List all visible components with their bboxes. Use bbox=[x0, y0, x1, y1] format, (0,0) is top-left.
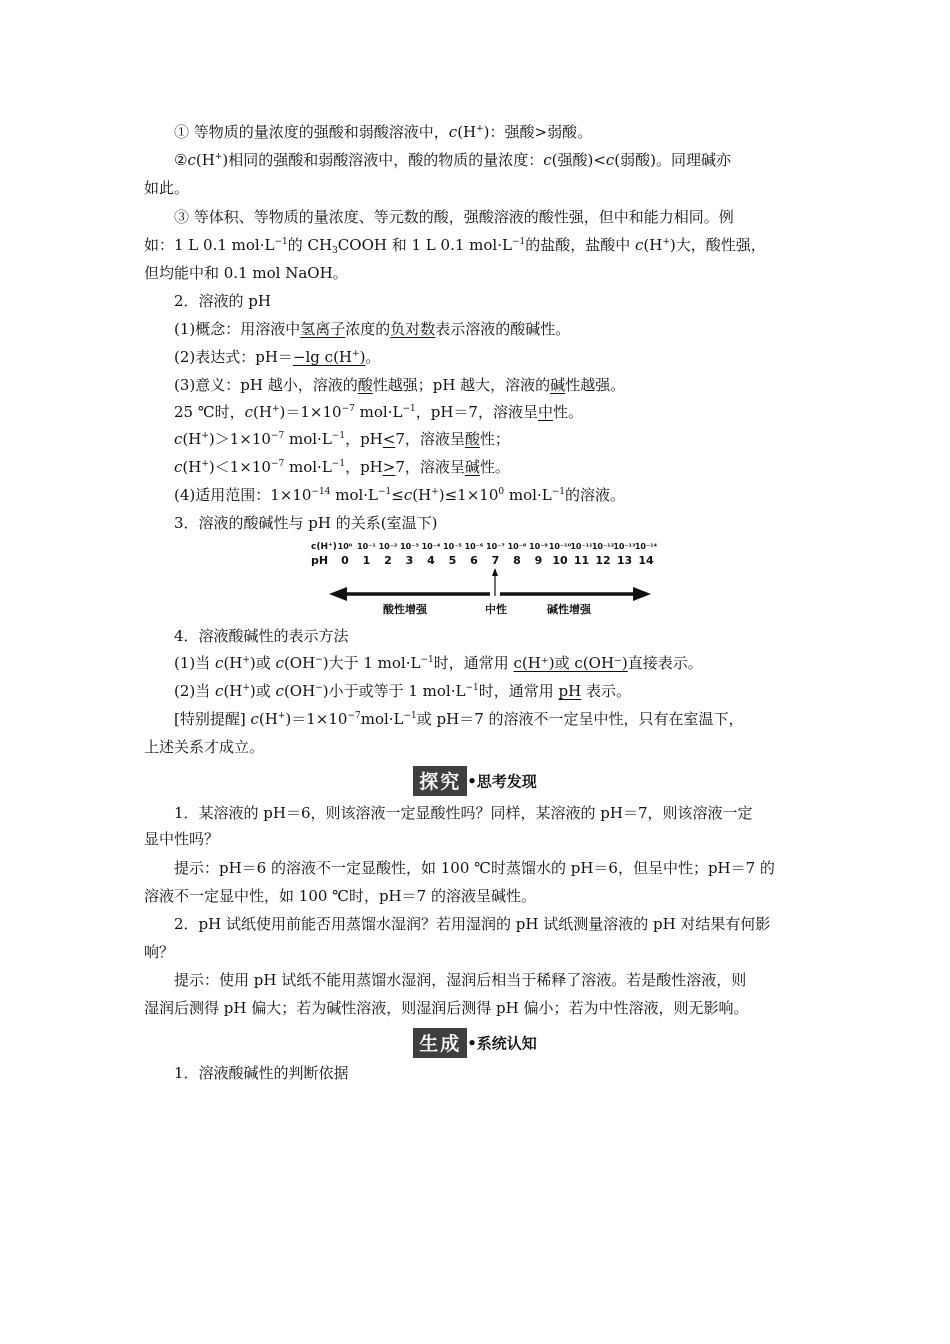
ph-applicable-range: (4)适用范围：$1\times 10^{-14}$ $mol\cdot L^{-1}\le c(H^+)\le 1\times 10^0$ $mol\cdot L^{-1}$的溶液。 bbox=[174, 486, 625, 504]
ph-value: 11 bbox=[573, 554, 590, 567]
ph-value: 12 bbox=[595, 554, 611, 567]
neutral-label: 中性 bbox=[485, 603, 507, 616]
ch-values-row bbox=[338, 542, 658, 551]
explore-badge: 探究 bbox=[413, 766, 467, 796]
acid-arrowhead bbox=[329, 587, 347, 601]
special-reminder-cont: 上述关系才成立。 bbox=[144, 738, 265, 756]
question-1: 1．某溶液的 pH＝6，则该溶液一定显酸性吗？同样，某溶液的 pH＝7，则该溶液一定 bbox=[174, 804, 753, 822]
base-increase-label: 碱性增强 bbox=[547, 603, 591, 616]
ph-value: 0 bbox=[341, 554, 349, 567]
ph-neutral-rule: 25 ℃时，$c(H^+)=1\times 10^{-7}$ $mol\cdot L^{-1}$，pH＝7，溶液呈中性。 bbox=[174, 403, 583, 421]
ph-scale-diagram bbox=[305, 538, 665, 618]
ph-concept: (1)概念：用溶液中氢离子浓度的负对数表示溶液的酸碱性。 bbox=[174, 320, 571, 338]
ch-value: 10⁻⁸ bbox=[507, 542, 527, 551]
section-4-title: 4．溶液酸碱性的表示方法 bbox=[174, 627, 349, 645]
ch-value: 10⁻¹³ bbox=[613, 542, 636, 551]
ch-value: 10⁻⁶ bbox=[464, 542, 484, 551]
section-2-title: 2．溶液的 pH bbox=[174, 292, 271, 310]
ph-value: 8 bbox=[513, 554, 521, 567]
generate-banner bbox=[0, 1028, 950, 1058]
ph-value: 5 bbox=[448, 554, 457, 567]
neutral-marker-arrowhead bbox=[492, 568, 498, 576]
question-2-cont: 响？ bbox=[144, 943, 175, 961]
ch-value: 10⁰ bbox=[337, 542, 353, 551]
ph-value: 10 bbox=[552, 554, 568, 567]
ch-value: 10⁻¹⁰ bbox=[548, 542, 572, 551]
ph-value: 1 bbox=[362, 554, 371, 567]
ph-value: 3 bbox=[405, 554, 414, 567]
ch-value: 10⁻² bbox=[378, 542, 398, 551]
ph-meaning: (3)意义：pH 越小，溶液的酸性越强；pH 越大，溶液的碱性越强。 bbox=[174, 376, 626, 394]
answer-1-cont: 溶液不一定显中性，如 100 ℃时，pH＝7 的溶液呈碱性。 bbox=[144, 887, 536, 905]
generate-title: •系统认知 bbox=[467, 1034, 537, 1053]
ch-value: 10⁻³ bbox=[400, 542, 419, 551]
ph-value: 14 bbox=[638, 554, 654, 567]
ph-value: 13 bbox=[616, 554, 633, 567]
ph-row-label: pH bbox=[311, 554, 329, 567]
line-strong-weak-acid-3-example: 如：1 L 0.1 $mol\cdot L^{-1}$的 $CH_3COOH$ 和 1 L 0.1 $mol\cdot L^{-1}$的盐酸，盐酸中 c(H+)大，酸性强， bbox=[144, 236, 766, 256]
generate-item-1: 1．溶液酸碱性的判断依据 bbox=[174, 1064, 349, 1082]
answer-2-cont: 湿润后测得 pH 偏大；若为碱性溶液，则湿润后测得 pH 偏小；若为中性溶液，则无影响。 bbox=[144, 999, 749, 1017]
generate-badge: 生成 bbox=[413, 1028, 467, 1058]
ph-value: 9 bbox=[534, 554, 543, 567]
representation-rule-1: (1)当 c(H+)或 c(OH−)大于 1 $mol\cdot L^{-1}$时，通常用 c(H⁺)或 c(OH⁻)直接表示。 bbox=[174, 654, 703, 672]
ch-value: 10⁻¹ bbox=[357, 542, 376, 551]
ph-value: 7 bbox=[491, 554, 500, 567]
question-2: 2．pH 试纸使用前能否用蒸馏水湿润？若用湿润的 pH 试纸测量溶液的 pH 对结果有何影 bbox=[174, 915, 771, 933]
ph-value: 2 bbox=[384, 554, 392, 567]
ph-acid-rule: $c(H^+)>1\times 10^{-7}$ $mol\cdot L^{-1}$，pH<7，溶液呈酸性； bbox=[174, 430, 510, 448]
special-reminder: [特别提醒] $c(H^+)=1\times 10^{-7}mol\cdot L^{-1}$或 pH＝7 的溶液不一定呈中性，只有在室温下， bbox=[174, 710, 744, 728]
ch-value: 10⁻⁷ bbox=[486, 542, 505, 551]
answer-2: 提示：使用 pH 试纸不能用蒸馏水湿润，湿润后相当于稀释了溶液。若是酸性溶液，则 bbox=[174, 971, 747, 989]
ch-value: 10⁻¹² bbox=[591, 542, 615, 551]
representation-rule-2: (2)当 c(H+)或 c(OH−)小于或等于 1 $mol\cdot L^{-1}$时，通常用 pH 表示。 bbox=[174, 682, 631, 700]
ch-value: 10⁻⁴ bbox=[421, 542, 441, 551]
ch-value: 10⁻¹¹ bbox=[570, 542, 593, 551]
ch-value: 10⁻⁹ bbox=[529, 542, 548, 551]
explore-banner bbox=[0, 766, 950, 796]
line-strong-weak-acid-2-cont: 如此。 bbox=[144, 179, 190, 197]
base-arrowhead bbox=[633, 587, 651, 601]
line-strong-weak-acid-3: ③ 等体积、等物质的量浓度、等元数的酸，强酸溶液的酸性强，但中和能力相同。例 bbox=[174, 208, 734, 226]
ch-value: 10⁻⁵ bbox=[443, 542, 462, 551]
question-1-cont: 显中性吗？ bbox=[144, 830, 220, 848]
ph-base-rule: $c(H^+)<1\times 10^{-7}$ $mol\cdot L^{-1}$，pH>7，溶液呈碱性。 bbox=[174, 458, 510, 476]
ch-value: 10⁻¹⁴ bbox=[634, 542, 658, 551]
section-3-title: 3．溶液的酸碱性与 pH 的关系(室温下) bbox=[174, 514, 438, 532]
ph-value: 4 bbox=[427, 554, 435, 567]
ph-values-row bbox=[341, 554, 654, 567]
acid-increase-label: 酸性增强 bbox=[383, 603, 427, 616]
ch-row-label: c(H⁺) bbox=[311, 542, 337, 552]
ph-value: 6 bbox=[470, 554, 478, 567]
explore-title: •思考发现 bbox=[467, 772, 537, 791]
line-strong-weak-acid-2: ②c(H+)相同的强酸和弱酸溶液中，酸的物质的量浓度：c(强酸)<c(弱酸)。同理碱亦 bbox=[174, 151, 732, 169]
ph-expression: (2)表达式：pH＝−lg c(H+)。 bbox=[174, 348, 381, 366]
answer-1: 提示：pH＝6 的溶液不一定显酸性，如 100 ℃时蒸馏水的 pH＝6，但呈中性；pH＝7 的 bbox=[174, 859, 775, 877]
line-strong-weak-acid-3-end: 但均能中和 0.1 mol NaOH。 bbox=[144, 264, 348, 282]
line-strong-weak-acid-1: ① 等物质的量浓度的强酸和弱酸溶液中，c(H+)：强酸>弱酸。 bbox=[174, 123, 593, 141]
